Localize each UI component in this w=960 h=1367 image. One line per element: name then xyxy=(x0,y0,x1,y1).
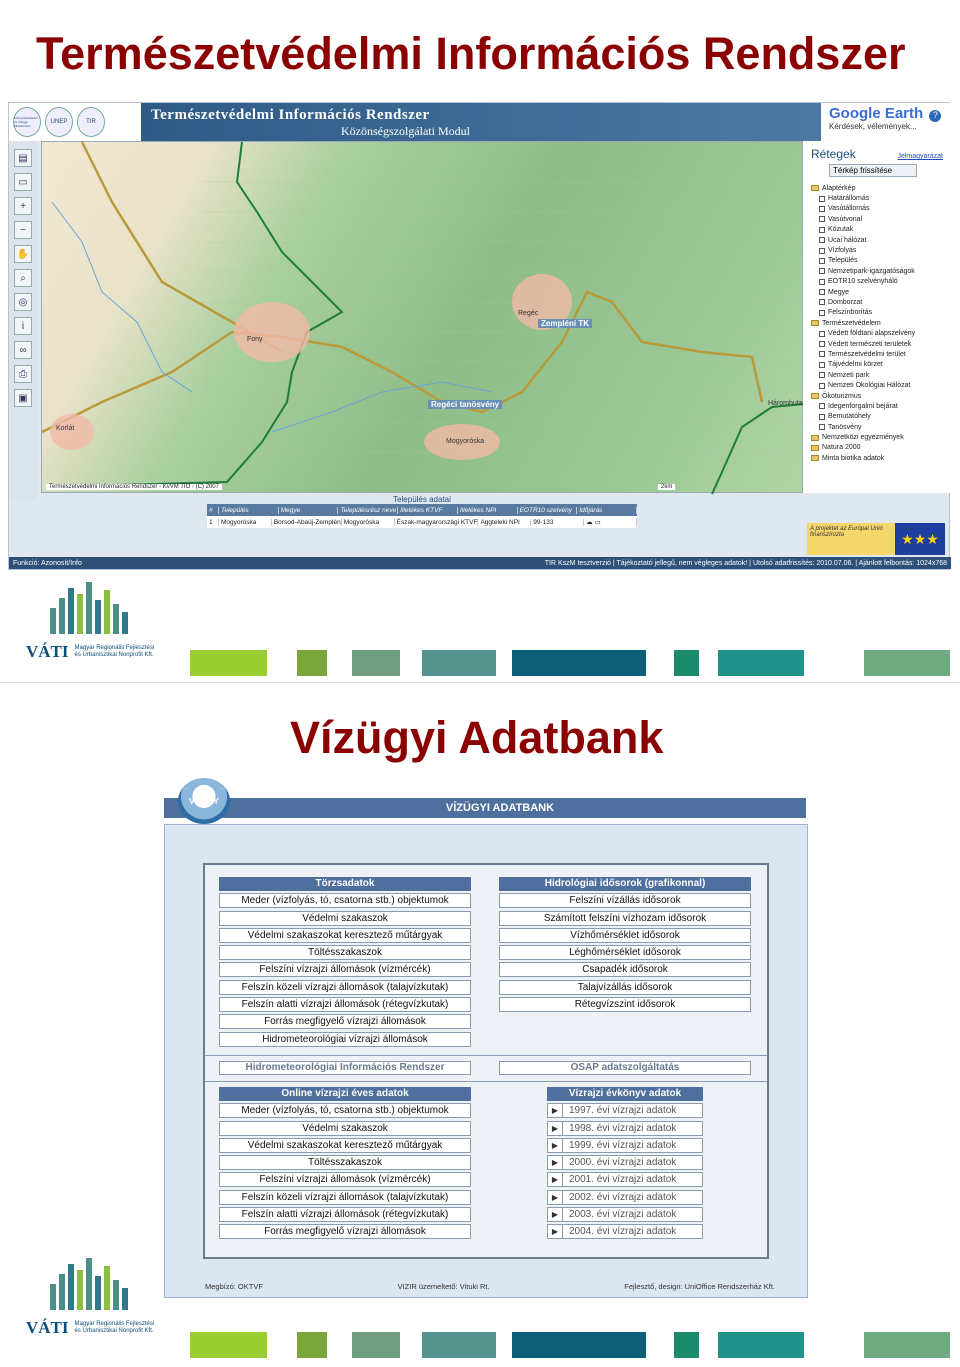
checkbox-icon[interactable] xyxy=(819,299,825,305)
torzsadatok-header: Törzsadatok xyxy=(219,877,471,891)
play-arrow-icon[interactable]: ▶ xyxy=(547,1207,563,1222)
divider xyxy=(205,1055,767,1056)
vati-wordmark xyxy=(26,1318,186,1338)
hidro-menu-item[interactable]: Rétegvízszint idősorok xyxy=(499,997,751,1012)
layer-label: Természetvédelmi terület xyxy=(828,350,906,358)
hidro-header: Hidrológiai idősorok (grafikonnal) xyxy=(499,877,751,891)
layer-item[interactable] xyxy=(811,360,943,370)
map-label: Fony xyxy=(247,336,263,343)
binoculars-icon[interactable]: ∞ xyxy=(14,341,32,359)
torzs-menu-item[interactable]: Védelmi szakaszok xyxy=(219,911,471,926)
layer-label: Nemzetközi egyezmények xyxy=(822,434,904,442)
hidro-menu-item[interactable]: Számított felszíni vízhozam idősorok xyxy=(499,911,751,926)
layer-label: Nemzetipark-igazgatóságok xyxy=(828,267,915,275)
pan-hand-icon[interactable]: ✋ xyxy=(14,245,32,263)
status-bar xyxy=(9,557,951,569)
yearbook-item[interactable] xyxy=(547,1172,703,1187)
layer-label: Védett földtani alapszelvény xyxy=(828,330,916,338)
partner-logos xyxy=(9,103,139,141)
help-icon[interactable]: ? xyxy=(929,110,941,122)
layer-label: Domborzat xyxy=(828,298,863,306)
slide-vizugy xyxy=(0,684,960,1367)
banner-title: Természetvédelmi Információs Rendszer xyxy=(151,107,430,123)
save-icon[interactable]: ▣ xyxy=(14,389,32,407)
vizugy-menu-panel xyxy=(203,863,769,1259)
layer-label: Idegenforgalmi bejárat xyxy=(828,402,898,410)
layer-item[interactable] xyxy=(811,370,943,380)
table-header-row xyxy=(207,504,637,516)
checkbox-icon[interactable] xyxy=(819,331,825,337)
layer-item[interactable] xyxy=(811,349,943,359)
play-arrow-icon[interactable]: ▶ xyxy=(547,1121,563,1136)
tir-banner xyxy=(141,103,821,141)
folder-icon[interactable] xyxy=(811,445,819,451)
checkbox-icon[interactable] xyxy=(819,414,825,420)
torzs-menu-item[interactable]: Forrás megfigyelő vízrajzi állomások xyxy=(219,1014,471,1029)
checkbox-icon[interactable] xyxy=(819,196,825,202)
layer-label: Natura 2000 xyxy=(822,444,861,452)
torzs-menu-item[interactable]: Felszín közeli vízrajzi állomások (talajvízkutak) xyxy=(219,980,471,995)
feedback-link[interactable]: Kérdések, vélemények... xyxy=(829,122,917,131)
refresh-map-button[interactable]: Térkép frissítése xyxy=(829,164,917,177)
yearbook-item[interactable] xyxy=(547,1121,703,1136)
layer-item[interactable] xyxy=(811,328,943,338)
play-arrow-icon[interactable]: ▶ xyxy=(547,1190,563,1205)
vizugy-body xyxy=(164,824,808,1298)
footer-client: Megbízó: OKTVF xyxy=(205,1282,263,1291)
play-arrow-icon[interactable]: ▶ xyxy=(547,1103,563,1118)
layer-item[interactable] xyxy=(811,380,943,390)
eu-funding-text: A projektet az Európai Unió finanszírozta xyxy=(807,523,895,555)
weather-icon[interactable]: ☁ ▭ xyxy=(584,518,637,526)
print-icon[interactable]: ⎙ xyxy=(14,365,32,383)
map-tag-tanosveny[interactable]: Regéci tanösvény xyxy=(428,400,502,409)
yearbook-item[interactable] xyxy=(547,1103,703,1118)
yearbook-label[interactable]: 1998. évi vízrajzi adatok xyxy=(563,1121,703,1136)
checkbox-icon[interactable] xyxy=(819,227,825,233)
vati-subtitle xyxy=(75,1321,155,1335)
layer-item[interactable] xyxy=(811,193,943,203)
layers-panel xyxy=(803,141,951,493)
evkonyv-list xyxy=(547,1103,703,1239)
layer-label: Nemzeti Ökológiai Hálózat xyxy=(828,382,911,390)
torzsadatok-list xyxy=(219,893,471,1046)
layer-label: Minta biotika adatok xyxy=(822,454,885,462)
layer-label: Bemutatóhely xyxy=(828,413,871,421)
hir-link[interactable]: Hidrometeorológiai Információs Rendszer xyxy=(219,1061,471,1075)
hidro-menu-item[interactable]: Felszíni vízállás idősorok xyxy=(499,893,751,908)
google-earth-box[interactable] xyxy=(825,103,951,141)
checkbox-icon[interactable] xyxy=(819,216,825,222)
layer-label: Tanösvény xyxy=(828,423,862,431)
table-row[interactable] xyxy=(207,516,637,528)
layer-label: Megye xyxy=(828,288,850,296)
layer-label: Védett természeti területek xyxy=(828,340,912,348)
vizugy-logo: VÍZÜGY xyxy=(178,778,230,824)
layers-header xyxy=(811,147,943,161)
layer-item[interactable] xyxy=(811,214,943,224)
slide-tir xyxy=(0,0,960,683)
eu-flag-icon: ★★★ xyxy=(895,523,945,555)
checkbox-icon[interactable] xyxy=(819,310,825,316)
layer-label: Vasútállomás xyxy=(828,205,870,213)
tir-header xyxy=(9,103,951,141)
map-label: Korlát xyxy=(56,425,75,432)
decorative-color-bars xyxy=(190,650,952,676)
layer-item[interactable] xyxy=(811,412,943,422)
map-label: Mogyoróska xyxy=(446,438,485,445)
vati-subtitle xyxy=(75,645,155,659)
table-cell: Mogyoróska xyxy=(219,519,272,526)
folder-icon[interactable] xyxy=(811,393,819,399)
table-header: Időjárás xyxy=(577,507,637,514)
hidro-menu-item[interactable]: Léghőmérséklet idősorok xyxy=(499,945,751,960)
online-menu-item[interactable]: Felszíni vízrajzi állomások (vízmércék) xyxy=(219,1172,471,1187)
osap-link[interactable]: OSAP adatszolgáltatás xyxy=(499,1061,751,1075)
checkbox-icon[interactable] xyxy=(819,258,825,264)
layer-label: EOTR10 szelvényháló xyxy=(828,278,898,286)
evkonyv-header: Vízrajzi évkönyv adatok xyxy=(547,1087,703,1101)
layer-label: Ökoturizmus xyxy=(822,392,862,400)
map-copyright: Természetvédelmi Információs Rendszer - KvVM TIO - (C) 2007 xyxy=(46,484,222,490)
hidro-menu-item[interactable]: Vízhőmérséklet idősorok xyxy=(499,928,751,943)
checkbox-icon[interactable] xyxy=(819,372,825,378)
play-arrow-icon[interactable]: ▶ xyxy=(547,1172,563,1187)
ministry-logo: Környezetvédelmi és Vízügyi Minisztérium xyxy=(13,107,41,137)
tir-logo: TIR xyxy=(77,107,105,137)
yearbook-label[interactable]: 2000. évi vízrajzi adatok xyxy=(563,1155,703,1170)
torzs-menu-item[interactable]: Védelmi szakaszokat keresztező műtárgyak xyxy=(219,928,471,943)
vati-branding xyxy=(26,1254,186,1338)
table-cell: Borsod-Abaúj-Zemplén xyxy=(273,518,341,526)
yearbook-item[interactable] xyxy=(547,1138,703,1153)
vati-sub-line: és Urbanisztikai Nonprofit Kft. xyxy=(74,652,154,658)
vati-name: VÁTI xyxy=(26,642,69,661)
layers-title: Rétegek xyxy=(811,147,856,161)
online-menu-item[interactable]: Védelmi szakaszok xyxy=(219,1121,471,1136)
table-header: Település xyxy=(219,507,279,514)
map-label: Regéc xyxy=(518,310,539,317)
checkbox-icon[interactable] xyxy=(819,279,825,285)
torzs-menu-item[interactable]: Felszíni vízrajzi állomások (vízmércék) xyxy=(219,962,471,977)
vizugy-app-window xyxy=(164,778,808,1298)
online-header: Online vízrajzi éves adatok xyxy=(219,1087,471,1101)
layer-item[interactable] xyxy=(811,318,943,328)
legend-link[interactable]: Jelmagyarázat xyxy=(897,153,943,160)
yearbook-item[interactable] xyxy=(547,1224,703,1239)
hidro-column xyxy=(499,877,751,1012)
online-menu-item[interactable]: Védelmi szakaszokat keresztező műtárgyak xyxy=(219,1138,471,1153)
slide-title: Vízügyi Adatbank xyxy=(290,712,664,763)
online-list xyxy=(219,1103,471,1239)
layer-item[interactable] xyxy=(811,287,943,297)
checkbox-icon[interactable] xyxy=(819,341,825,347)
play-arrow-icon[interactable]: ▶ xyxy=(547,1224,563,1239)
checkbox-icon[interactable] xyxy=(819,383,825,389)
layer-item[interactable] xyxy=(811,432,943,442)
yearbook-label[interactable]: 1999. évi vízrajzi adatok xyxy=(563,1138,703,1153)
unep-logo: UNEP xyxy=(45,107,73,137)
eu-funding-badge xyxy=(807,523,947,555)
checkbox-icon[interactable] xyxy=(819,424,825,430)
layer-item[interactable] xyxy=(811,391,943,401)
hidro-menu-item[interactable]: Csapadék idősorok xyxy=(499,962,751,977)
yearbook-item[interactable] xyxy=(547,1207,703,1222)
layer-item[interactable] xyxy=(811,277,943,287)
table-header: EOTR10 szelvény xyxy=(518,507,578,514)
vizugy-titlebar: VÍZÜGYI ADATBANK xyxy=(164,798,806,818)
checkbox-icon[interactable] xyxy=(819,362,825,368)
layer-item[interactable] xyxy=(811,297,943,307)
layer-label: Természetvédelem xyxy=(822,319,881,327)
online-menu-item[interactable]: Felszín közeli vízrajzi állomások (talajvízkutak) xyxy=(219,1190,471,1205)
layer-item[interactable] xyxy=(811,225,943,235)
status-function: Funkció: Azonosít/Info xyxy=(13,559,82,567)
torzsadatok-column xyxy=(219,877,471,1047)
checkbox-icon[interactable] xyxy=(819,248,825,254)
table-cell: Aggteleki NPI xyxy=(478,519,531,526)
vati-wordmark xyxy=(26,642,186,662)
layer-label: Vízfolyás xyxy=(828,247,857,255)
online-menu-item[interactable]: Forrás megfigyelő vízrajzi állomások xyxy=(219,1224,471,1239)
torzs-menu-item[interactable]: Meder (vízfolyás, tó, csatorna stb.) objektumok xyxy=(219,893,471,908)
play-arrow-icon[interactable]: ▶ xyxy=(547,1155,563,1170)
layer-label: Ucai hálózat xyxy=(828,236,867,244)
layer-item[interactable] xyxy=(811,422,943,432)
vati-logo-bars xyxy=(50,578,186,634)
table-header: Településrész neve xyxy=(340,506,397,514)
yearbook-label[interactable]: 1997. évi vízrajzi adatok xyxy=(563,1103,703,1118)
folder-icon[interactable] xyxy=(811,320,819,326)
map-overlay xyxy=(42,142,804,494)
vati-name: VÁTI xyxy=(26,1318,69,1337)
online-menu-item[interactable]: Töltésszakaszok xyxy=(219,1155,471,1170)
layer-item[interactable] xyxy=(811,443,943,453)
hidro-list xyxy=(499,893,751,1012)
table-header: Megye xyxy=(279,507,339,514)
yearbook-label[interactable]: 2001. évi vízrajzi adatok xyxy=(563,1172,703,1187)
layer-item[interactable] xyxy=(811,453,943,463)
table-cell: Észak-magyarországi KTVF xyxy=(396,518,478,526)
yearbook-item[interactable] xyxy=(547,1155,703,1170)
layer-item[interactable] xyxy=(811,339,943,349)
layer-item[interactable] xyxy=(811,235,943,245)
map-label: Háromhuta xyxy=(768,400,803,407)
checkbox-icon[interactable] xyxy=(819,237,825,243)
layer-item[interactable] xyxy=(811,266,943,276)
torzs-menu-item[interactable]: Töltésszakaszok xyxy=(219,945,471,960)
vati-branding xyxy=(26,578,186,662)
decorative-color-bars xyxy=(190,1332,952,1358)
table-cell: 1 xyxy=(207,519,219,526)
map-toolbar xyxy=(9,141,37,501)
evkonyv-column xyxy=(547,1087,703,1239)
folder-icon[interactable] xyxy=(811,435,819,441)
banner-subtitle: Közönségszolgálati Modul xyxy=(341,124,470,138)
zoom-in-icon[interactable]: + xyxy=(14,197,32,215)
layer-label: Nemzeti park xyxy=(828,371,870,379)
layer-list xyxy=(811,183,943,464)
map-canvas[interactable] xyxy=(41,141,803,493)
layer-item[interactable] xyxy=(811,401,943,411)
map-scale-bar: 2km xyxy=(658,484,675,490)
vati-sub-line: és Urbanisztikai Nonprofit Kft. xyxy=(74,1328,154,1334)
tir-app-window xyxy=(8,102,950,570)
slide-title: Természetvédelmi Információs Rendszer xyxy=(36,28,906,79)
yearbook-item[interactable] xyxy=(547,1190,703,1205)
play-arrow-icon[interactable]: ▶ xyxy=(547,1138,563,1153)
zoom-area-icon[interactable]: ⌕ xyxy=(14,269,32,287)
torzs-menu-item[interactable]: Hidrometeorológiai vízrajzi állomások xyxy=(219,1032,471,1047)
vati-sub-line: Magyar Regionális Fejlesztési xyxy=(74,645,155,651)
folder-icon[interactable] xyxy=(811,185,819,191)
zoom-out-icon[interactable]: − xyxy=(14,221,32,239)
hir-link-wrap xyxy=(219,1061,471,1075)
layer-item[interactable] xyxy=(811,204,943,214)
table-header: Illetékes KTVF xyxy=(398,507,458,514)
layer-label: Település xyxy=(828,257,858,265)
table-cell: Mogyoróska xyxy=(342,519,395,526)
online-column xyxy=(219,1087,471,1239)
yearbook-label[interactable]: 2004. évi vízrajzi adatok xyxy=(563,1224,703,1239)
layer-label: Alaptérkép xyxy=(822,184,856,192)
layer-item[interactable] xyxy=(811,256,943,266)
checkbox-icon[interactable] xyxy=(819,268,825,274)
status-info: TIR KszM tesztverzió | Tájékoztató jellegű, nem végleges adatok! | Utolsó adatfrissítés: 2010.07.06. | Ajánlott felbontás: 1024x768 xyxy=(544,559,947,567)
yearbook-label[interactable]: 2003. évi vízrajzi adatok xyxy=(563,1207,703,1222)
layer-label: Vasútvonal xyxy=(828,215,863,223)
hidro-menu-item[interactable]: Talajvízállás idősorok xyxy=(499,980,751,995)
footer-developer: Fejlesztő, design: UniOffice Rendszerház Kft. xyxy=(624,1282,775,1291)
info-icon[interactable]: i xyxy=(14,317,32,335)
layer-label: Felszínborítás xyxy=(828,309,872,317)
checkbox-icon[interactable] xyxy=(819,351,825,357)
vati-sub-line: Magyar Regionális Fejlesztési xyxy=(74,1321,155,1327)
layer-label: Határállomás xyxy=(828,195,870,203)
layer-label: Közutak xyxy=(828,226,854,234)
table-title: Település adatai xyxy=(393,495,451,504)
map-tag-zempleni[interactable]: Zempléni TK xyxy=(538,319,592,328)
layer-item[interactable] xyxy=(811,308,943,318)
window-icon[interactable]: ▭ xyxy=(14,173,32,191)
layer-label: Tájvédelmi körzet xyxy=(828,361,883,369)
footer-operator: VIZIR üzemeltető: Vituki Rt. xyxy=(397,1282,490,1291)
torzs-menu-item[interactable]: Felszín alatti vízrajzi állomások (rétegvízkutak) xyxy=(219,997,471,1012)
table-header: Illetékes NPI xyxy=(458,507,518,514)
layers-icon[interactable]: ▤ xyxy=(14,149,32,167)
google-earth-link[interactable]: Google Earth xyxy=(829,105,924,122)
vizugy-footer xyxy=(205,1282,775,1291)
checkbox-icon[interactable] xyxy=(819,403,825,409)
divider xyxy=(205,1081,767,1082)
settlement-table xyxy=(207,495,637,539)
osap-link-wrap xyxy=(499,1061,751,1075)
table-header: # xyxy=(207,507,219,514)
online-menu-item[interactable]: Meder (vízfolyás, tó, csatorna stb.) objektumok xyxy=(219,1103,471,1118)
layer-item[interactable] xyxy=(811,245,943,255)
table-cell: 99-133 xyxy=(531,519,584,526)
vati-logo-bars xyxy=(50,1254,186,1310)
folder-icon[interactable] xyxy=(811,455,819,461)
search-zoom-icon[interactable]: ◎ xyxy=(14,293,32,311)
checkbox-icon[interactable] xyxy=(819,206,825,212)
layer-item[interactable] xyxy=(811,183,943,193)
online-menu-item[interactable]: Felszín alatti vízrajzi állomások (rétegvízkutak) xyxy=(219,1207,471,1222)
checkbox-icon[interactable] xyxy=(819,289,825,295)
yearbook-label[interactable]: 2002. évi vízrajzi adatok xyxy=(563,1190,703,1205)
